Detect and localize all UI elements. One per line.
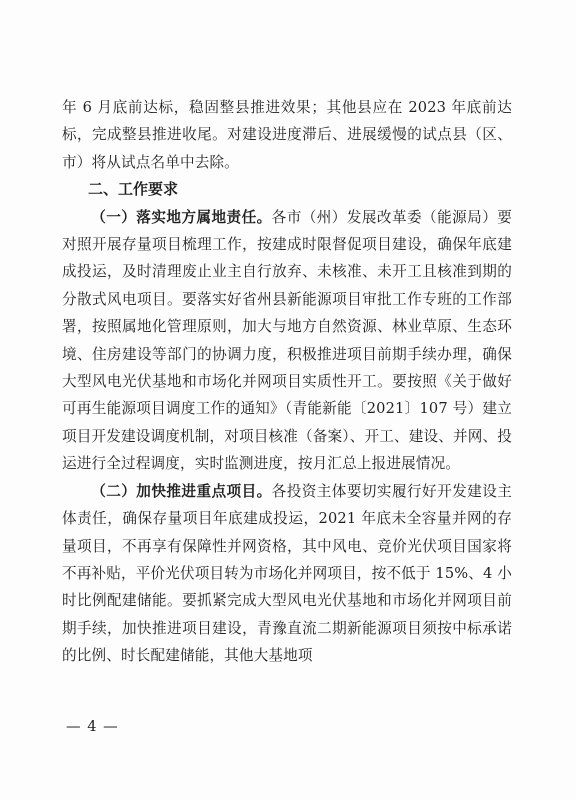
paragraph-item-1: [62, 204, 512, 478]
item-1-text: 各市（州）发展改革委（能源局）要对照开展存量项目梳理工作，按建成时限督促项目建设，确保年底建成投运，及时清理废止业主自行放弃、未核准、未开工且核准到期的分散式风电项目。要落实好省州县新能源项目审批工作专班的工作部署，按照属地化管理原则，加大与地方自然资源、林业草原、生态环境、住房建设等部门的协调力度，积极推进项目前期手续办理，确保大型风电光伏基地和市场化并网项目实质性开工。要按照《关于做好可再生能源项目调度工作的通知》（青能新能〔2021〕107 号）建立项目开发建设调度机制，对项目核准（备案）、开工、建设、并网、投运进行全过程调度，实时监测进度，按月汇总上报进展情况。: [62, 208, 512, 473]
paragraph-item-2: [62, 478, 512, 670]
item-2-text: 各投资主体要切实履行好开发建设主体责任，确保存量项目年底建成投运，2021 年底未全容量并网的存量项目，不再享有保障性并网资格，其中风电、竞价光伏项目国家将不再补贴，平价光伏项目转为市场化并网项目，按不低于 15%、4 小时比例配建储能。要抓紧完成大型风电光伏基地和市场化并网项目前期手续，加快推进项目建设，青豫直流二期新能源项目须按中标承诺的比例、时长配建储能，其他大基地项: [62, 482, 512, 665]
section-heading: 二、工作要求: [88, 180, 179, 199]
page-number: — 4 —: [66, 718, 119, 735]
item-1-subhead: （一）落实地方属地责任。: [91, 208, 272, 226]
paragraph-continued: 年 6 月底前达标，稳固整县推进效果；其他县应在 2023 年底前达标，完成整县推进收尾。对建设进度滞后、进展缓慢的试点县（区、市）将从试点名单中去除。: [62, 99, 512, 171]
document-body: [62, 94, 512, 670]
item-2-subhead: （二）加快推进重点项目。: [91, 482, 272, 500]
